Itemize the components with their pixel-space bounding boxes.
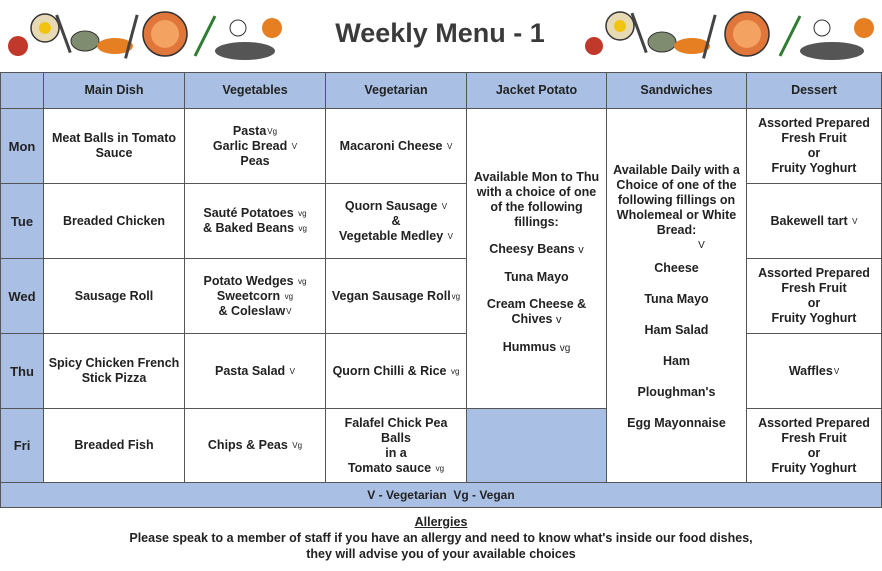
vegetarian-mark: V [291, 141, 298, 151]
jacket-potato-cell [466, 108, 607, 409]
header-sandwiches: Sandwiches [606, 72, 747, 109]
allergies-heading: Allergies [414, 515, 468, 529]
sandwiches-cell [606, 108, 747, 483]
sandwich-filling: Ham Salad [644, 323, 709, 337]
main-dish-thu: Spicy Chicken French Stick Pizza [43, 333, 185, 409]
vegetarian-mark: v [578, 244, 584, 256]
vegetarian-mark: V [833, 366, 840, 376]
vegan-mark: vg [298, 224, 307, 233]
header-dessert: Dessert [746, 72, 882, 109]
vegetables-mon [184, 108, 326, 184]
header-jacket-potato: Jacket Potato [466, 72, 607, 109]
dessert-line: Assorted Prepared [758, 415, 870, 430]
jacket-filling: Cream Cheese & Chives [486, 297, 587, 326]
vegetarian-mark: V [698, 240, 705, 251]
jacket-potato-intro: Available Mon to Thu with a choice of one of the following fillings: [473, 170, 600, 229]
vegetarian-item: in a [385, 445, 407, 460]
vegetables-item: Chips & Peas [207, 438, 288, 452]
jacket-filling: Hummus [502, 340, 557, 354]
page-title: Weekly Menu - 1 [335, 18, 545, 48]
vegetarian-mark: v [555, 314, 562, 326]
food-illustration-left [0, 6, 290, 66]
dessert-line: or [807, 296, 821, 310]
main-dish-fri: Breaded Fish [43, 408, 185, 483]
vegetables-item: Pasta Salad [214, 363, 286, 378]
dessert-line: or [807, 445, 821, 460]
sandwich-filling: Ploughman's [637, 385, 716, 399]
main-dish-wed: Sausage Roll [43, 258, 185, 334]
vegan-mark: Vg [292, 441, 303, 450]
dessert-line: Fresh Fruit [781, 281, 847, 295]
day-mon: Mon [0, 108, 44, 184]
vegetarian-thu [325, 333, 467, 409]
vegetarian-item: & [391, 213, 401, 228]
sandwich-filling: Egg Mayonnaise [627, 416, 726, 430]
vegetables-item: & Baked Beans [203, 221, 295, 235]
food-illustration-right [582, 6, 882, 66]
main-dish-tue: Breaded Chicken [43, 183, 185, 259]
vegan-mark: vg [450, 366, 460, 376]
allergies-line-1: Please speak to a member of staff if you have an allergy and need to know what's inside our food dishes, [129, 531, 753, 545]
vegetarian-mark: V [447, 231, 454, 241]
vegetarian-mon [325, 108, 467, 184]
allergies-notice [0, 514, 882, 562]
vegetables-item: Pasta [232, 123, 267, 138]
dessert-line: Waffles [788, 363, 833, 378]
vegetables-item: Sweetcorn [216, 288, 281, 303]
jacket-filling: Cheesy Beans [489, 242, 575, 256]
vegan-mark: vg [284, 291, 294, 301]
vegetarian-mark: V [852, 216, 858, 226]
vegetarian-item: Macaroni Cheese [339, 138, 443, 153]
header-vegetables: Vegetables [184, 72, 326, 109]
dessert-wed [746, 258, 882, 334]
vegetarian-mark: V [446, 141, 453, 151]
header-main-dish: Main Dish [43, 72, 185, 109]
vegetarian-mark: V [286, 306, 292, 316]
sandwiches-intro: Available Daily with a Choice of one of the following fillings on Wholemeal or White Bread: [613, 163, 740, 237]
header-vegetarian: Vegetarian [325, 72, 467, 109]
vegetables-item: Sauté Potatoes [203, 206, 294, 220]
legend-text: V - Vegetarian Vg - Vegan [367, 488, 515, 502]
vegetarian-item: Vegetable Medley [338, 228, 444, 243]
dessert-line: Fruity Yoghurt [771, 161, 857, 175]
dessert-line: Fresh Fruit [781, 430, 847, 445]
vegan-mark: Vg [267, 126, 278, 136]
header-banner [0, 0, 882, 72]
vegetarian-item: Tomato sauce [347, 460, 432, 475]
vegetarian-mark: V [441, 201, 448, 211]
jacket-potato-fri-empty [466, 408, 607, 483]
vegan-mark: vg [298, 209, 307, 218]
vegetables-item: Potato Wedges [203, 273, 294, 288]
dessert-fri [746, 408, 882, 483]
vegan-mark: vg [451, 291, 461, 301]
dessert-line: or [807, 146, 821, 160]
vegetables-fri [184, 408, 326, 483]
vegetables-tue [184, 183, 326, 259]
dessert-line: Fruity Yoghurt [771, 460, 857, 475]
dessert-line: Fresh Fruit [781, 131, 847, 145]
legend-bar [0, 482, 882, 508]
vegetarian-item: Quorn Sausage [344, 198, 438, 213]
dessert-line: Bakewell tart [770, 213, 848, 228]
dessert-line: Fruity Yoghurt [771, 311, 857, 325]
vegan-mark: vg [435, 463, 445, 473]
day-wed: Wed [0, 258, 44, 334]
main-dish-mon: Meat Balls in Tomato Sauce [43, 108, 185, 184]
sandwich-filling: Ham [662, 354, 691, 368]
dessert-line: Assorted Prepared [758, 116, 870, 130]
vegetarian-fri [325, 408, 467, 483]
vegetables-item: Garlic Bread [212, 138, 288, 153]
vegan-mark: vg [559, 343, 571, 354]
allergies-line-2: they will advise you of your available choices [306, 547, 576, 561]
dessert-tue [746, 183, 882, 259]
sandwich-filling: Cheese [654, 261, 699, 275]
vegetarian-item: Quorn Chilli & Rice [332, 363, 447, 378]
vegetables-thu [184, 333, 326, 409]
dessert-thu [746, 333, 882, 409]
vegetarian-wed [325, 258, 467, 334]
vegan-mark: vg [298, 276, 307, 286]
corner-cell [0, 72, 44, 109]
day-fri: Fri [0, 408, 44, 483]
dessert-mon [746, 108, 882, 184]
vegetarian-tue [325, 183, 467, 259]
day-thu: Thu [0, 333, 44, 409]
jacket-filling: Tuna Mayo [504, 270, 569, 284]
vegetarian-mark: V [289, 366, 295, 376]
vegetables-item: & Coleslaw [218, 303, 286, 318]
day-tue: Tue [0, 183, 44, 259]
vegetarian-item: Vegan Sausage Roll [331, 288, 451, 303]
vegetarian-item: Falafel Chick Pea Balls [344, 415, 448, 445]
vegetables-wed [184, 258, 326, 334]
vegetables-item: Peas [240, 153, 270, 168]
dessert-line: Assorted Prepared [758, 266, 870, 280]
sandwich-filling: Tuna Mayo [644, 292, 709, 306]
